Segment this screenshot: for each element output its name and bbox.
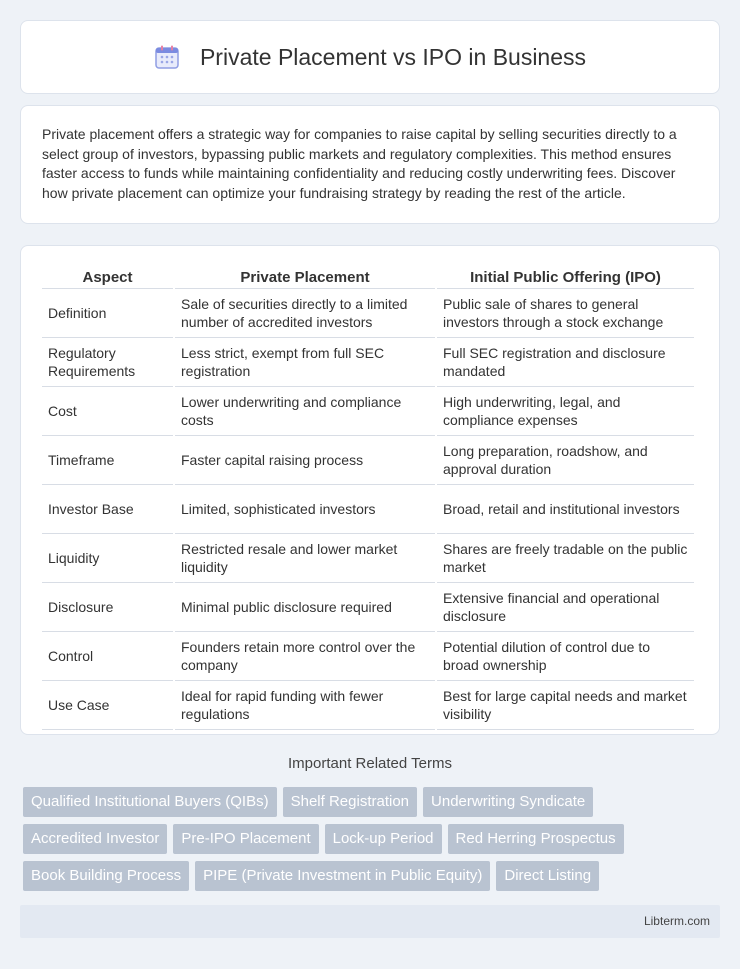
aspect-cell: Disclosure [42,583,173,632]
table-row [42,387,694,436]
related-term-tag[interactable]: Accredited Investor [23,824,167,854]
ipo-cell: Broad, retail and institutional investors [437,485,694,534]
table-header-row [42,266,694,288]
header-card [20,20,720,94]
aspect-cell: Investor Base [42,485,173,534]
related-term-tag[interactable]: Qualified Institutional Buyers (QIBs) [23,787,277,817]
footer [20,905,720,938]
calendar-icon [154,44,180,70]
related-terms-list [23,787,723,891]
footer-site-link[interactable]: Libterm.com [643,914,710,928]
page-title: Private Placement vs IPO in Business [199,43,587,70]
ipo-cell: Shares are freely tradable on the public market [437,534,694,583]
ipo-cell: Full SEC registration and disclosure mandated [437,338,694,387]
table-row [42,632,694,681]
related-terms-title: Important Related Terms [288,755,452,772]
table-row [42,534,694,583]
related-term-tag[interactable]: Pre-IPO Placement [173,824,318,854]
private-placement-cell: Minimal public disclosure required [175,583,435,632]
ipo-cell: High underwriting, legal, and compliance expenses [437,387,694,436]
table-row [42,436,694,485]
comparison-table [40,266,696,730]
aspect-cell: Regulatory Requirements [42,338,173,387]
related-term-tag[interactable]: Shelf Registration [283,787,417,817]
aspect-cell: Liquidity [42,534,173,583]
private-placement-cell: Sale of securities directly to a limited number of accredited investors [175,288,435,338]
table-row [42,288,694,338]
related-term-tag[interactable]: Direct Listing [496,861,599,891]
aspect-cell: Definition [42,288,173,338]
private-placement-cell: Founders retain more control over the company [175,632,435,681]
related-term-tag[interactable]: Book Building Process [23,861,189,891]
table-row [42,583,694,632]
related-term-tag[interactable]: Red Herring Prospectus [448,824,624,854]
intro-text: Private placement offers a strategic way for companies to raise capital by selling securities directly to a select group of investors, bypassing public markets and regulatory complexities. This method ensures faster access to funds while maintaining confidentiality and reducing costly underwriting fees. Discover how private placement can optimize your fundraising strategy by reading the rest of the article. [42,126,677,201]
related-term-tag[interactable]: Underwriting Syndicate [423,787,593,817]
related-term-tag[interactable]: PIPE (Private Investment in Public Equity) [195,861,490,891]
ipo-cell: Public sale of shares to general investors through a stock exchange [437,288,694,338]
aspect-cell: Use Case [42,681,173,730]
aspect-cell: Timeframe [42,436,173,485]
table-row [42,485,694,534]
header-private-placement: Private Placement [240,268,370,286]
intro-card [20,105,720,224]
private-placement-cell: Faster capital raising process [175,436,435,485]
ipo-cell: Potential dilution of control due to broad ownership [437,632,694,681]
private-placement-cell: Less strict, exempt from full SEC registration [175,338,435,387]
related-term-tag[interactable]: Lock-up Period [325,824,442,854]
ipo-cell: Long preparation, roadshow, and approval duration [437,436,694,485]
ipo-cell: Best for large capital needs and market visibility [437,681,694,730]
header-aspect: Aspect [82,268,133,286]
table-row [42,338,694,387]
private-placement-cell: Ideal for rapid funding with fewer regulations [175,681,435,730]
private-placement-cell: Restricted resale and lower market liquidity [175,534,435,583]
ipo-cell: Extensive financial and operational disclosure [437,583,694,632]
table-row [42,681,694,730]
header-ipo: Initial Public Offering (IPO) [470,268,661,286]
aspect-cell: Cost [42,387,173,436]
comparison-card [20,245,720,735]
private-placement-cell: Limited, sophisticated investors [175,485,435,534]
aspect-cell: Control [42,632,173,681]
private-placement-cell: Lower underwriting and compliance costs [175,387,435,436]
